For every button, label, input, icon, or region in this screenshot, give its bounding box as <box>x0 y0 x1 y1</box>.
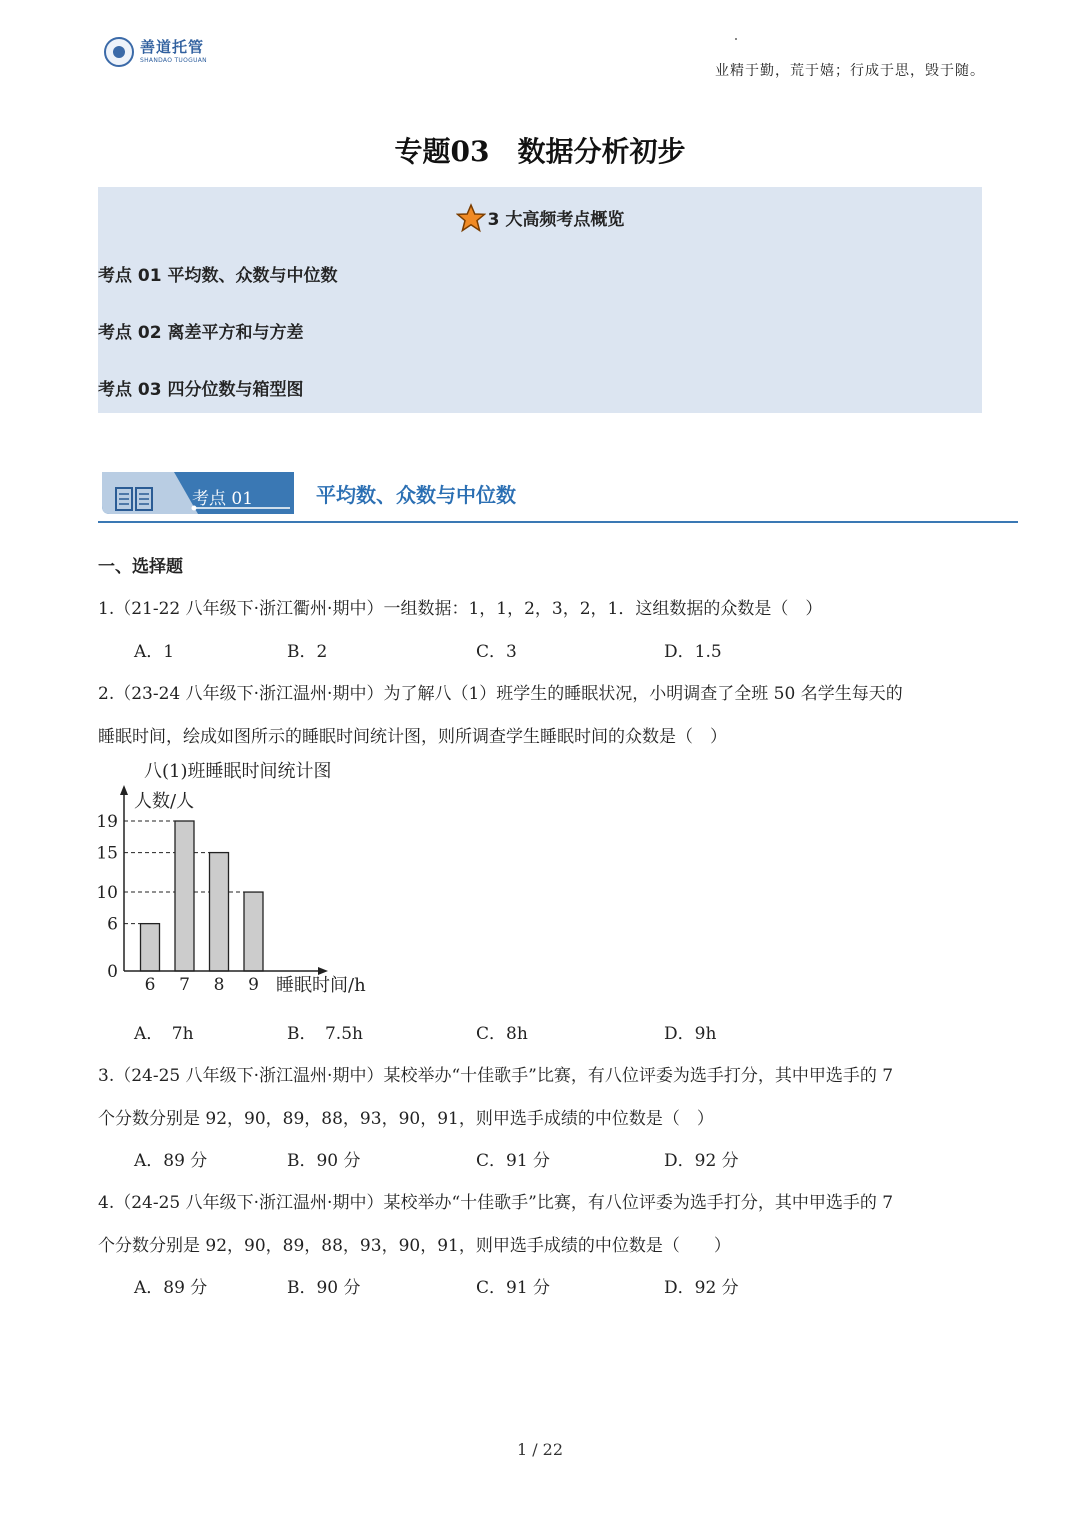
section-title: 平均数、众数与中位数 <box>316 483 516 507</box>
part-heading: 一、选择题 <box>98 557 183 577</box>
chart-y-tick-label: 6 <box>107 914 118 935</box>
question-4-text-line2: 个分数分别是 92，90，89，88，93，90，91，则甲选手成绩的中位数是（ ） <box>98 1236 731 1256</box>
star-icon <box>456 203 486 233</box>
question-1-option-b: B．2 <box>287 642 328 662</box>
page-title: 专题03 数据分析初步 <box>394 135 686 168</box>
overview-item: 考点 02 离差平方和与方差 <box>98 323 304 343</box>
question-1-option-a: A．1 <box>134 642 175 662</box>
chart-x-arrow-icon <box>318 967 328 975</box>
logo-seal-icon <box>104 37 134 67</box>
question-2-option-a: A． 7h <box>134 1024 194 1044</box>
question-3-option-b: B．90 分 <box>287 1151 361 1171</box>
overview-heading-text: 3 大高频考点概览 <box>487 210 625 230</box>
logo <box>104 37 207 67</box>
question-4-text-line1: 4.（24-25 八年级下·浙江温州·期中）某校举办“十佳歌手”比赛，有八位评委为选手打分，其中甲选手的 7 <box>98 1193 894 1213</box>
question-2-option-d: D．9h <box>664 1024 717 1044</box>
question-3-text-line2: 个分数分别是 92，90，89，88，93，90，91，则甲选手成绩的中位数是（ ） <box>98 1109 714 1129</box>
chart-x-tick-label: 6 <box>144 975 156 995</box>
chart-x-label: 睡眠时间/h <box>276 975 366 996</box>
question-3-text-line1: 3.（24-25 八年级下·浙江温州·期中）某校举办“十佳歌手”比赛，有八位评委为选手打分，其中甲选手的 7 <box>98 1066 894 1086</box>
chart-bar <box>244 892 263 971</box>
chart-y-tick-label: 19 <box>96 812 118 832</box>
chart-y-tick-label: 15 <box>96 843 118 864</box>
question-2-option-b: B． 7.5h <box>287 1024 363 1044</box>
question-2-text-line2: 睡眠时间，绘成如图所示的睡眠时间统计图，则所调查学生睡眠时间的众数是（ ） <box>98 727 727 747</box>
question-4-option-c: C．91 分 <box>476 1278 551 1298</box>
logo-name-en: SHANDAO TUOGUAN <box>140 57 207 64</box>
chart-bar <box>175 821 194 971</box>
section-label: 考点 01 <box>192 489 254 509</box>
chart-x-tick-label: 9 <box>248 975 259 995</box>
overview-box <box>98 187 982 413</box>
chart-y-arrow-icon <box>120 785 128 795</box>
question-4-option-d: D．92 分 <box>664 1278 739 1298</box>
overview-item: 考点 03 四分位数与箱型图 <box>98 380 304 400</box>
question-4-option-a: A．89 分 <box>134 1278 208 1298</box>
chart-bar <box>141 924 160 971</box>
question-3-option-a: A．89 分 <box>134 1151 208 1171</box>
overview-item: 考点 01 平均数、众数与中位数 <box>98 266 338 286</box>
question-2-option-c: C．8h <box>476 1024 528 1044</box>
chart-y-label: 人数/人 <box>134 791 195 812</box>
question-3-option-d: D．92 分 <box>664 1151 739 1171</box>
header-dot <box>735 38 737 40</box>
question-4-option-b: B．90 分 <box>287 1278 361 1298</box>
sleep-time-bar-chart <box>90 755 400 1000</box>
chart-y-tick-label: 0 <box>107 962 118 982</box>
question-1-option-d: D．1.5 <box>664 642 722 662</box>
section-underline <box>98 521 1018 523</box>
header-motto: 业精于勤，荒于嬉；行成于思，毁于随。 <box>715 63 985 79</box>
logo-name: 善道托管 <box>140 38 205 56</box>
question-1-text: 1.（21-22 八年级下·浙江衢州·期中）一组数据：1，1，2，3，2，1．这组数据的众数是（ ） <box>98 599 823 619</box>
chart-x-tick-label: 8 <box>213 975 225 995</box>
overview-heading <box>98 203 982 233</box>
chart-x-tick-label: 7 <box>179 975 190 995</box>
question-1-option-c: C．3 <box>476 642 517 662</box>
chart-y-tick-label: 10 <box>96 883 118 904</box>
page-number: 1 / 22 <box>516 1440 564 1459</box>
chart-bar <box>210 853 229 971</box>
question-3-option-c: C．91 分 <box>476 1151 551 1171</box>
question-2-text-line1: 2.（23-24 八年级下·浙江温州·期中）为了解八（1）班学生的睡眠状况，小明调查了全班 50 名学生每天的 <box>98 684 903 704</box>
chart-title: 八(1)班睡眠时间统计图 <box>144 761 332 782</box>
